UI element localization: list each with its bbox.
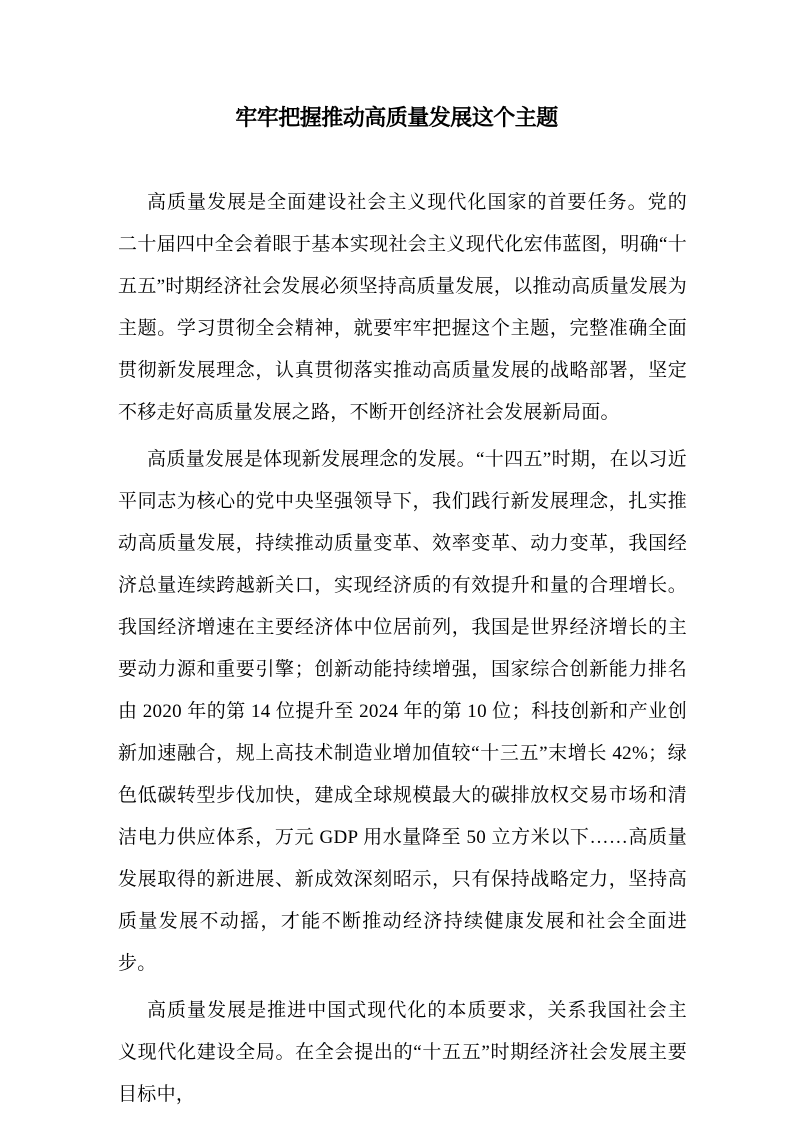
paragraph-2: 高质量发展是体现新发展理念的发展。“十四五”时期，在以习近平同志为核心的党中央坚强领导下，我们践行新发展理念，扎实推动高质量发展，持续推动质量变革、效率变革、动力变革，我国经济总量连续跨越新关口，实现经济质的有效提升和量的合理增长。我国经济增速在主要经济体中位居前列，我国是世界经济增长的主要动力源和重要引擎；创新动能持续增强，国家综合创新能力排名由 2020 年的第 14 位提升至 2024 年的第 10 位；科技创新和产业创新加速融合，规上高技术制造业增加值较“十三五”末增长 42%；绿色低碳转型步伐加快，建成全球规模最大的碳排放权交易市场和清洁电力供应体系，万元 GDP 用水量降至 50 立方米以下……高质量发展取得的新进展、新成效深刻昭示，只有保持战略定力，坚持高质量发展不动摇，才能不断推动经济持续健康发展和社会全面进步。 xyxy=(118,449,687,974)
paragraph-3: 高质量发展是推进中国式现代化的本质要求，关系我国社会主义现代化建设全局。在全会提出的“十五五”时期经济社会发展主要目标中， xyxy=(118,1000,687,1105)
document-title: 牢牢把握推动高质量发展这个主题 xyxy=(235,105,558,130)
document-body xyxy=(118,182,687,1116)
paragraph-1: 高质量发展是全面建设社会主义现代化国家的首要任务。党的二十届四中全会着眼于基本实现社会主义现代化宏伟蓝图，明确“十五五”时期经济社会发展必须坚持高质量发展，以推动高质量发展为主题。学习贯彻全会精神，就要牢牢把握这个主题，完整准确全面贯彻新发展理念，认真贯彻落实推动高质量发展的战略部署，坚定不移走好高质量发展之路，不断开创经济社会发展新局面。 xyxy=(118,192,687,423)
